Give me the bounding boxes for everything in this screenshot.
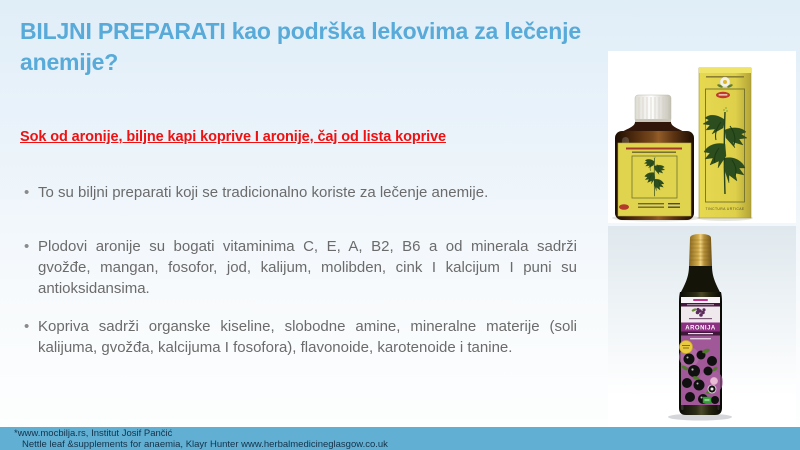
bullet-marker: • [24, 184, 30, 201]
aronia-bottle-illustration [608, 226, 796, 427]
bullet-item [24, 236, 577, 299]
bullet-marker: • [24, 238, 30, 255]
bullet-item [24, 316, 577, 358]
bullet-text: Kopriva sadrži organske kiseline, slobodne amine, mineralne materije (soli kalijuma, gvožđa, kalcijuma I fosofora), flavonoide, karotenoide i tanine. [38, 318, 577, 356]
pink-badge-icon [710, 377, 718, 385]
gold-cap-icon [689, 234, 712, 266]
footer-citation-2: Nettle leaf &supplements for anaemia, Klayr Hunter www.herbalmedicineglasgow.co.uk [22, 438, 388, 450]
box-caption: TINCTURA URTICAE [705, 207, 745, 211]
yellow-badge-icon [680, 341, 693, 354]
bullet-text: To su biljni preparati koji se tradicionalno koriste za lečenje anemije. [38, 184, 489, 201]
slide-subtitle: Sok od aronije, biljne kapi koprive I aronije, čaj od lista koprive [20, 129, 447, 145]
nettle-bottle-illustration [608, 51, 796, 223]
aronia-bottle [679, 234, 723, 415]
bullet-item [24, 182, 577, 203]
aronia-juice-image [608, 226, 796, 427]
nettle-bottle [615, 95, 694, 220]
nettle-tincture-image [608, 51, 796, 223]
aronia-label [679, 297, 723, 405]
bullet-text: Plodovi aronije su bogati vitaminima C, E, A, B2, B6 a od minerala sadrži gvožđe, mangan, fosofor, jod, kalijum, molibden, cink I kalcijum I puni su antioksidansima. [38, 238, 577, 297]
bottle-cap-icon [635, 95, 671, 122]
footer-bar [0, 427, 800, 450]
nettle-box [699, 68, 751, 218]
bullet-marker: • [24, 318, 30, 335]
footer-citation-1: *www.mocbilja.rs, Institut Josif Pančić [14, 428, 173, 439]
aronia-label-text: ARONIJA [685, 325, 716, 332]
page-title: BILJNI PREPARATI kao podrška lekovima za lečenje anemije? [20, 18, 581, 75]
